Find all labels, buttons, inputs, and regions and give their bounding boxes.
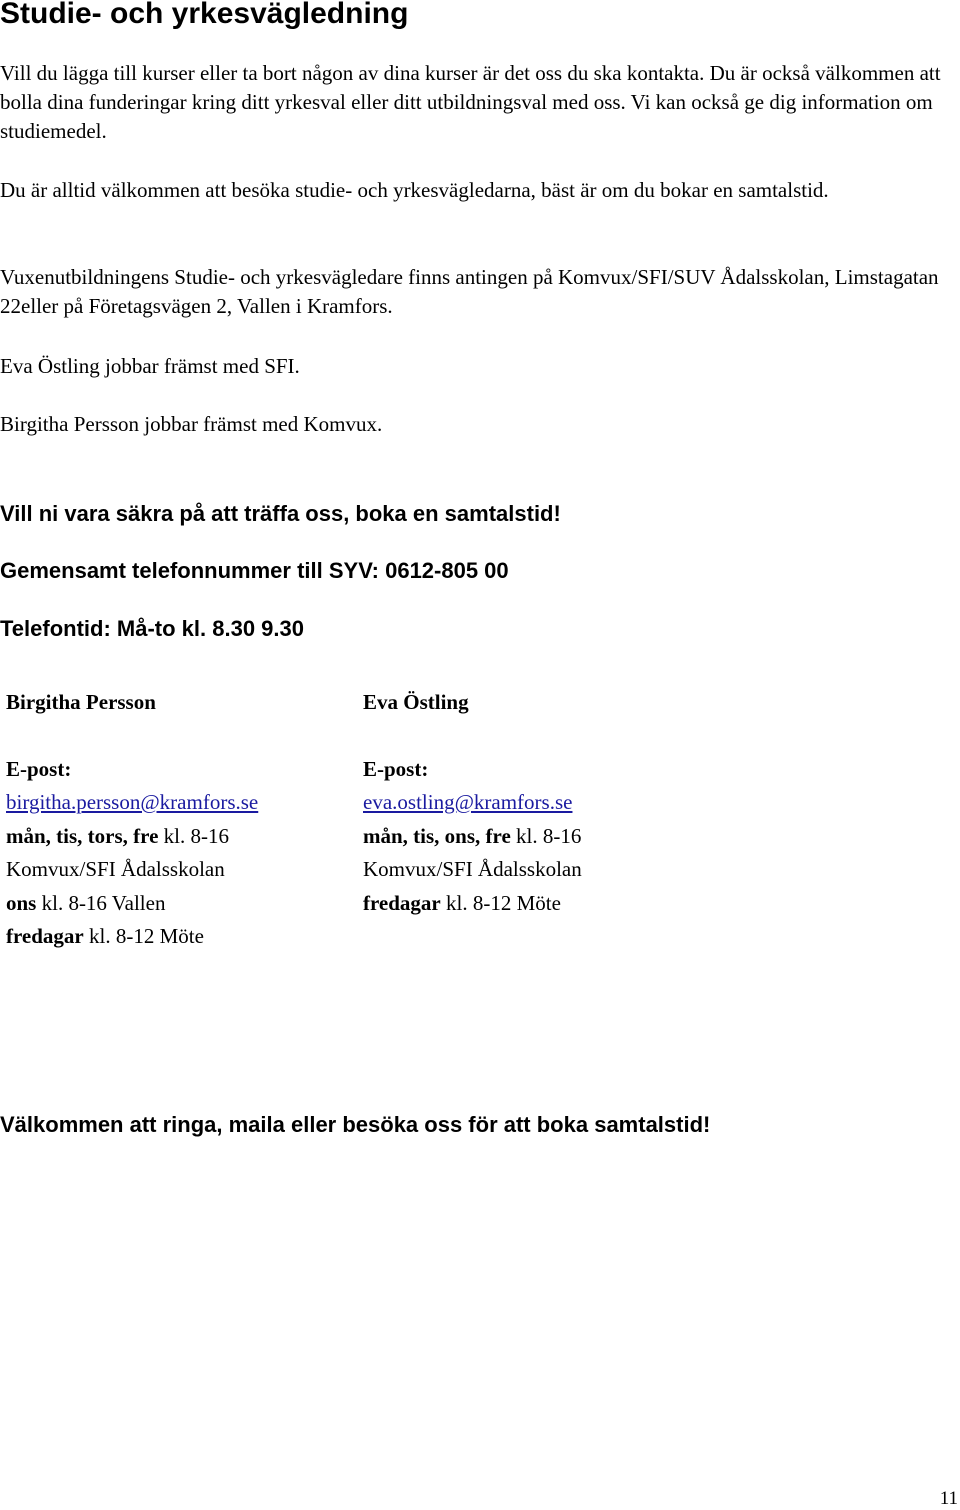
location-paragraph: Vuxenutbildningens Studie- och yrkesvägledare finns antingen på Komvux/SFI/SUV Ådalsskolan, Limstagatan 22eller på Företagsvägen 2, Vallen i Kramfors. (0, 265, 939, 318)
schedule-line: ons kl. 8-16 Vallen (6, 890, 166, 915)
contact-card-birgitha (6, 686, 258, 954)
contact-name: Eva Östling (363, 690, 469, 714)
schedule-line: mån, tis, ons, fre kl. 8-16 (363, 823, 582, 848)
email-label: E-post: (363, 756, 429, 781)
schedule-line: fredagar kl. 8-12 Möte (6, 924, 204, 948)
eva-role-paragraph: Eva Östling jobbar främst med SFI. (0, 354, 300, 378)
contact-name: Birgitha Persson (6, 690, 156, 714)
contact-card-eva (363, 686, 582, 920)
schedule-line: fredagar kl. 8-12 Möte (363, 890, 561, 915)
spacer (6, 720, 258, 753)
spacer (363, 720, 582, 753)
email-link[interactable]: eva.ostling@kramfors.se (363, 790, 573, 814)
page-title: Studie- och yrkesvägledning (0, 0, 409, 30)
visit-paragraph: Du är alltid välkommen att besöka studie- och yrkesvägledarna, bäst är om du bokar en samtalstid. (0, 178, 829, 202)
intro-paragraph: Vill du lägga till kurser eller ta bort någon av dina kurser är det oss du ska kontakta. Du är också välkommen att bolla dina funderingar kring ditt yrkesval eller ditt utbildningsval med oss. Vi kan också ge dig information om studiemedel. (0, 61, 941, 143)
closing-callout: Välkommen att ringa, maila eller besöka oss för att boka samtalstid! (0, 1112, 711, 1137)
phone-hours-callout: Telefontid: Må-to kl. 8.30 9.30 (0, 616, 304, 641)
schedule-line: mån, tis, tors, fre kl. 8-16 (6, 823, 229, 848)
email-label: E-post: (6, 756, 72, 781)
schedule-line: Komvux/SFI Ådalsskolan (363, 857, 582, 881)
phone-number-callout: Gemensamt telefonnummer till SYV: 0612-805 00 (0, 558, 509, 583)
schedule-line: Komvux/SFI Ådalsskolan (6, 857, 225, 881)
booking-callout: Vill ni vara säkra på att träffa oss, boka en samtalstid! (0, 501, 561, 526)
page-number: 11 (939, 1488, 958, 1509)
birgitha-role-paragraph: Birgitha Persson jobbar främst med Komvux. (0, 412, 383, 436)
email-link[interactable]: birgitha.persson@kramfors.se (6, 790, 259, 814)
